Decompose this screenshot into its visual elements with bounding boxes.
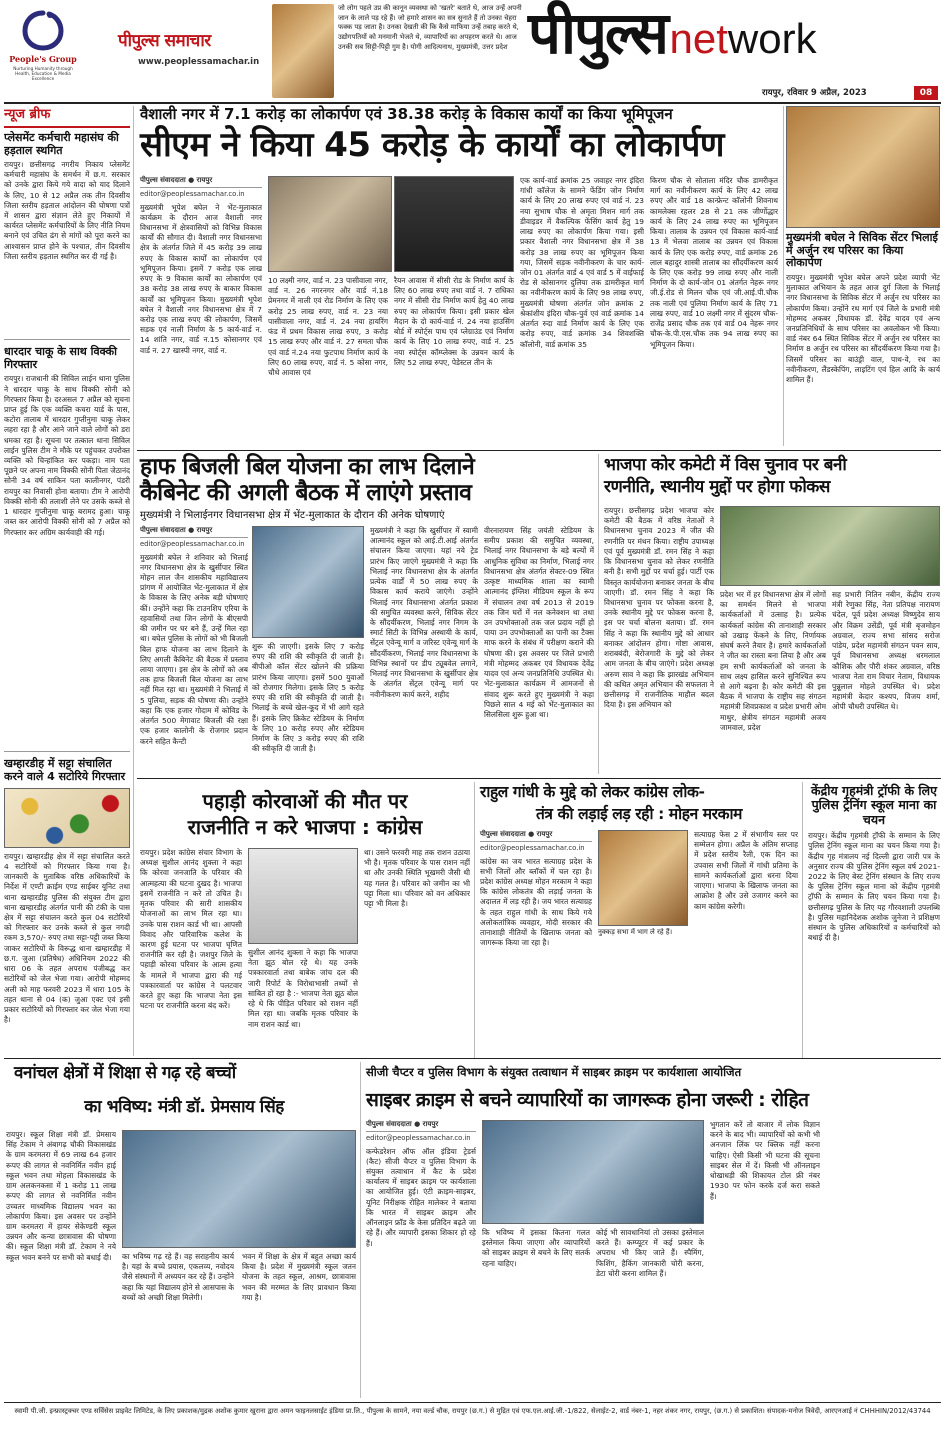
story3-body <box>604 506 940 774</box>
brief-body: रायपुर। खम्हारडीह क्षेत्र में सट्टा संचालित करते 4 सटोरियों को गिरफ्तार किया गया है। जानकारी के मुताबिक वरिष्ठ अधिकारियों के निर्देश में एण्टी क्राईम एण्ड साईबर यूनिट तथा थाना खम्हारडीह पुलिस की संयुक्त टीम द्वारा थाना खम्हारडीह अंतर्गत पानी की टंकी के पास क्षेत्र में सट्टा संचालन करते कुल 04 सटोरियों को गिरफ्तार कर उनके कब्जे से कुल नगदी रकम 3,570/- रुपए तथा सट्टा-पट्टी जब्त किया जाकर सटोरियों के विरूद्ध थाना खम्हारडीह में छ.ग. जुआ (प्रतिषेध) अधिनियम 2022 की धारा 06 के तहत अपराध पंजीबद्ध कर सटोरियों को जेल भेजा गया। आरोपी मोहम्मद अली को माह फरवरी 2023 में धारा 105 के तहत थाना से 04 (क) जुआ एक्ट एवं इसी प्रकार सटोरियों को गिरफ्तार कर जेल भेजा गया है। <box>4 851 130 1025</box>
quote-box <box>338 4 522 96</box>
brief-headline: खम्हारडीह में सट्टा संचालित करने वाले 4 सटोरिये गिरफ्तार <box>4 757 126 784</box>
section-rule-2 <box>137 778 941 779</box>
peoples-group-name: People's Group <box>9 54 77 64</box>
samachar-logo: पीपुल्स समाचार <box>118 31 211 51</box>
story2-byline: पीपुल्स संवाददाता ● रायपुर <box>140 526 248 538</box>
story7-email: editor@peoplessamachar.co.in <box>366 1134 471 1143</box>
story5-email: editor@peoplessamachar.co.in <box>480 844 585 853</box>
brief-divider <box>4 339 130 340</box>
section-rule-3 <box>137 1058 941 1059</box>
civic-headline: मुख्यमंत्री बघेल ने सिविक सेंटर भिलाई में अर्जुन रथ परिसर का किया लोकार्पण <box>786 231 938 270</box>
story2-divider <box>598 454 599 774</box>
dateline: रायपुर, रविवार 9 अप्रैल, 2023 <box>762 88 867 98</box>
story2-headline-line1: हाफ बिजली बिल योजना का लाभ दिलाने <box>140 454 475 480</box>
story6-col3-text: भवन में शिक्षा के क्षेत्र में बहुत अच्छा कार्य किया है। प्रदेश में मुख्यमंत्री स्कूल जतन योजना के तहत स्कूल, आश्रम, छात्रावास भवन की मरम्मत के लिए प्रावधान किया गया है। <box>242 1252 356 1302</box>
story6-body <box>6 1130 356 1398</box>
story7-kicker: सीजी चैप्टर व पुलिस विभाग के संयुक्त तत्वाधान में साइबर क्राइम पर कार्यशाला आयोजित <box>366 1065 742 1079</box>
brief-item <box>4 131 130 334</box>
story5-byline: पीपुल्स संवाददाता ● रायपुर <box>480 830 592 842</box>
story2-body <box>140 526 594 776</box>
story5-col2-text: सत्याग्रह फेस 2 में संभागीय स्तर पर सम्मेलन होगा। अप्रैल के अंतिम सप्ताह में प्रदेश स्तरीय रैली, एक दिन का उपवास सभी जिलों में गांधी प्रतिमा के सामने कार्यकर्ताओं द्वारा धरना दिया जाएगा। भाजपा के खिलाफ जनता का आक्रोश है और उसे उजागर करने का काम कांग्रेस करेगी। <box>694 830 798 911</box>
story7-col2-text: कि भविष्य में इसका कितना गलत इस्तेमाल किया जाएगा और व्यापारियों को साइबर क्राइम से बचने के लिए सतर्क रहना चाहिए। <box>482 1228 590 1268</box>
page-number: 08 <box>914 86 938 100</box>
network-logo <box>528 0 938 84</box>
network-logo-hindi: पीपुल्स <box>528 0 667 67</box>
brief-body: रायपुर। छत्तीसगढ़ नगरीय निकाय प्लेसमेंट कर्मचारी महासंघ के समर्थन में छ.ग. सरकार को उनके द्वारा किये गये वादा को याद दिलाने के लिए, 10 से 12 अप्रैल तक तीन दिवसीय जिला स्तरीय हड़ताल आंदोलन की घोषणा पत्रों में शासन द्वारा संज्ञान लेते हुए निकायों में कार्यरत प्लेसमेंट कर्मचारियों के लिए नीति नियम बनाने एवं उचित ढंग से मांगों को पूरा करने का आश्वासन प्राप्त होने के पश्चात, तीन दिवसीय जिला स्तरीय हड़ताल स्थगित कर दी गई है। <box>4 159 130 261</box>
story1-email: editor@peoplessamachar.co.in <box>140 190 245 199</box>
section-rule-3b <box>4 1058 137 1059</box>
story5-divider <box>802 782 803 1058</box>
story1-byline: पीपुल्स संवाददाता ● रायपुर <box>140 176 262 188</box>
story1-col4-text: एक कार्य-वार्ड क्रमांक 25 जवाहर नगर इंदिरा गांधी कॉलेज के सामने फेंडिंग जोन निर्माण कार्य के लिए 20 लाख रुपए एवं वार्ड नं. 23 नया सुभाष चौक से अमृता मिशन मार्ग तक डीवाइडर में वैकल्पिक फेंसिंग कार्य हेतु 19 लाख रुपए का लोकार्पण किया गया। इसी प्रकार वैशाली नगर विधानसभा क्षेत्र में 38 करोड़ 38 लाख रुपए का भूमिपूजन किया गया, जिसमें सड़क नवीनीकरण के चार कार्य-जोन 01 अंतर्गत वार्ड 4 एवं वार्ड 5 में वाईफाई रोड से कोसानगर दुलिया तक डामरीकृत मार्ग का नवीनीकरण कार्य के लिए 98 लाख रुपए, मुख्यमंत्री घोषणा अंतर्गत जोन क्रमांक 2 श्रेकांशीय इंदिरा चौक-पुर्व एवं वार्ड क्रमांक 14 अंतर्गत रुदा वार्ड निर्माण कार्य के लिए एक करोड़ रुपए, वार्ड क्रमांक 34 शिवशक्ति कॉलोनी, वार्ड क्रमांक 35 <box>520 176 644 349</box>
story5-headline-line2: तंत्र की लड़ाई लड़ रही : मोहन मरकाम <box>535 805 742 823</box>
story2-col4-text: वीरनारायण सिंह जयंती स्टेडियम के समीप प्रकाश की समुचित व्यवस्था, भिलाई नगर विधानसभा के बड़े बल्यों में आधुनिक सुविधा का निर्माण, भिलाई नगर विधानसभा क्षेत्र अंतर्गत सेक्टर-09 स्थित उत्कृष्ट माध्यमिक शाला का स्वामी आत्मानंद इंग्लिश मीडियम स्कूल के रूप में संचालन तथा वर्ष 2013 से 2019 तक जिन घरों में नल कनेक्शन था तथा उन उपभोक्ताओं तक जल प्रदाय नहीं हो पाया उन उपभोक्ताओं का पानी का टैक्स माफ करने के संबंध में परीक्षण कराने की घोषणा की। इस अवसर पर जिले प्रभारी मंत्री मोहम्मद अकबर एवं विधायक देवेंद्र यादव एवं अन्य जनप्रतिनिधि उपस्थित थे। भेंट-मुलाकात कार्यक्रम में आमजनों से संवाद शुरू करते हुए मुख्यमंत्री ने कहा पिछले साल 4 मई को भेंट-मुलाकात का सिलसिला शुरू हुआ था। <box>484 526 594 719</box>
story1-body <box>140 176 780 446</box>
story6-headline-line2: का भविष्य: मंत्री डॉ. प्रेमसाय सिंह <box>84 1097 284 1117</box>
story7-col3-text: कोई भी सावधानियां तो उसका इस्तेमाल करते हैं। कम्प्यूटर में कई प्रकार के अपराध भी किए जाते हैं। स्पैमिंग, फिशिंग, हैकिंग जानकारी चोरी करना, डेटा चोरी करना शामिल हैं। <box>596 1228 704 1278</box>
story3-photo-core-committee <box>720 506 940 586</box>
story5-photo-mohan-markam <box>598 830 688 926</box>
story1-col1-text: मुख्यमंत्री भूपेश बघेल ने भेंट-मुलाकात कार्यक्रम के दौरान आज वैशाली नगर विधानसभा में क्षेत्रवासियों को विभिन्न विकास कार्यों की सौगात दी। वैशाली नगर विधानसभा क्षेत्र के अंतर्गत जिले में 45 करोड़ 39 लाख रुपए के विकास कार्यों का लोकार्पण एवं भूमिपूजन किया। इसमें 7 करोड़ एक लाख रुपए के 9 विकास कार्यों का लोकार्पण एवं 38 करोड़ 38 लाख रुपए के बाकार विकास कार्यों का भूमिपूजन किया। मुख्यमंत्री भूपेश बघेल ने वैशाली नगर विधानसभा क्षेत्र में 7 करोड़ एक लाख रुपए की लोकार्पण, जिसमें सड़क एवं नाली निर्माण के 5 कार्य-वार्ड न. 14 शांति नगर, वार्ड न.15 कोसानगर एवं वार्ड न. 27 खास्पी नगर, वार्ड न. <box>140 202 262 355</box>
story4-body <box>140 848 470 1056</box>
story2-subhead: मुख्यमंत्री ने भिलाईनगर विधानसभा क्षेत्र में भेंट-मुलाकात के दौरान की अनेक घोषणाएं <box>140 510 445 521</box>
story1-kicker: वैशाली नगर में 7.1 करोड़ का लोकार्पण एवं 38.38 करोड़ के विकास कार्यों का किया भूमिपूजन <box>140 105 673 123</box>
story3-col2-text: प्रदेश भर में हर विधानसभा क्षेत्र में लोगों का समर्थन मिलने से भाजपा कार्यकर्ताओं में उत्साह है। प्रत्येक कार्यकर्ता कांग्रेस की तानाशाही सरकार को उखाड़ फेंकने के लिए, निर्णायक संघर्ष करने तैयार है। हमारे कार्यकर्ताओं ने जीत का रास्ता बना लिया है और अब हम सभी कार्यकर्ताओं को जनता के साथ लक्ष्य हासिल करने सुनिश्चित रूप से आगे बढ़ना है। कोर कमेटी की इस बैठक में भाजपा के राष्ट्रीय सह संगठन महामंत्री शिवप्रकाश व प्रदेश प्रभारी ओम माथुर, क्षेत्रीय संगठन महामंत्री अजय जामवाल, प्रदेश <box>720 590 826 732</box>
quote-portrait <box>272 4 334 98</box>
story2-headline-line2: कैबिनेट की अगली बैठक में लाएंगे प्रस्ताव <box>140 480 472 506</box>
story7-headline: साइबर क्राइम से बचने व्यापारियों का जागरूक होना जरूरी : रोहित <box>366 1089 809 1111</box>
story3-headline-line1: भाजपा कोर कमेटी में विस चुनाव पर बनी <box>604 455 847 475</box>
story5-col1-text: कांग्रेस का जय भारत सत्याग्रह प्रदेश के सभी जिलों और ब्लॉकों में चल रहा है। प्रदेश कांग्रेस अध्यक्ष मोहन मरकाम ने कहा कि कांग्रेस लोकतंत्र की लड़ाई जनता के अदालत में लड़ रही है। जय भारत सत्याग्रह के तहत राहुल गांधी के साथ किये गये अलोकतांत्रिक व्यवहार, मोदी सरकार की तानाशाही नीतियों के खिलाफ जनता को जागरूक किया जा रहा है। <box>480 856 592 948</box>
story4-col2-text: सुशील आनंद शुक्ला ने कहा कि भाजपा नेता झूठ बोल रहे थे। यह उनके पत्रकारवार्ता तथा बाबेक जांच दल की जारी रिपोर्ट के विरोधाभासी तथ्यों से साबित हो रहा है :- भाजपा नेता झूठ बोल रहे थे कि पीड़ित परिवार को राशन नहीं मिल रहा था। जबकि मृतक परिवार के नाम राशन कार्ड था। <box>248 948 358 1029</box>
story1-col5-text: किरण चौक से सोताला मंदिर चौक डामरीकृत मार्ग का नवीनीकरण कार्य के लिए 42 लाख रुपए और वार्ड 18 कान्फ्रेन्ट कॉलोनी शिवनाथ कामलेक्स रहलर 28 से 21 तक जीर्णोद्धार कार्य के लिए 24 लाख रुपए का भूमिपूजन किया। तालाब के उन्नयन एवं विकास कार्य-वार्ड 13 में भेलवा तालाब का उन्नयन एवं विकास कार्य के लिए एक करोड़ रुपए, वार्ड क्रमांक 26 लाल बहादुर शास्त्री तालाब का सौंदर्यीकरण कार्य के लिए एक करोड़ 99 लाख रुपए और नाली निर्माण के दो कार्य-जोन 01 अंतर्गत नेहरू नगर जी.ई.रोड से मिलन चौक एवं जी.आई.पी.चौक तक नाली एवं पुलिया निर्माण कार्य के लिए 71 लाख रुपए, वार्ड 10 लक्ष्मी नगर में सुंदरम चौक-राजेंद्र प्रसाद चौक तक एवं वार्ड 04 नेहरू नगर चौक-के.पी.एस.चौक तक 94 लाख रुपए का भूमिपूजन किया। <box>650 176 778 349</box>
network-logo-net: net <box>669 15 728 62</box>
story5-col1 <box>480 830 592 1053</box>
story7-col1-text: कन्फेडरेशन ऑफ ऑल इंडिया ट्रेडर्स (कैट) सीजी चैप्टर व पुलिस विभाग के संयुक्त तत्वाधान में कैट के प्रदेश कार्यालय में साइबर क्राइम पर कार्यशाला का आयोजित हुई। एंटी क्राइम-साइबर, यूनिट निरीक्षक रोहित मालेकर ने बताया कि भारत में साइबर क्राइम और ऑनलाइन फ्रॉड के केस प्रतिदिन बढ़ते जा रहे हैं। और व्यापारी इसका शिकार हो रहे हैं। <box>366 1146 476 1248</box>
story1-col1 <box>140 176 262 443</box>
brief-headline: प्लेसमेंट कर्मचारी महासंघ की हड़ताल स्थगित <box>4 130 119 157</box>
story7-body <box>366 1120 938 1398</box>
story5-body <box>480 830 798 1056</box>
story2-col2-text: शुरू की जाएगी। इसके लिए 7 करोड़ रुपए की राशि की स्वीकृति दी जाती है। बीपीओ कॉल सेंटर खोलने की प्रक्रिया प्रारंभ किया जाएगा। इसमें 500 युवाओं को रोजगार मिलेगा। इसके लिए 5 करोड़ रुपए की राशि की स्वीकृति दी जाती है। भिलाई के बच्चे खेल-कूद में भी आगे रहते हैं। इसके लिए क्रिकेट स्टेडियम के निर्माण के लिए 10 करोड़ रुपए और स्टेडियम निर्माण के लिए 3 करोड़ रुपए की राशि की स्वीकृति दी जाती है। <box>252 642 364 754</box>
story2-col3-text: मुख्यमंत्री ने कहा कि खुर्सीपार में स्वामी आत्मानंद स्कूल को आई.टी.आई अंतर्गत संचालन किया जाएगा। यहां नये ट्रेड प्रारंभ किए जाएंगे मुख्यमंत्री ने कहा कि भिलाई नगर विधानसभा क्षेत्र के अंतर्गत प्रत्येक वार्डों में 50 लाख रुपए के विकास कार्य कराये जाएंगे। उन्होंने भिलाई नगर विधानसभा अंतर्गत प्रकाश की समुचित व्यवस्था करने, सिविक सेंटर के सौंदर्यीकरण, भिलाई नगर निगम के स्मार्ट सिटी के विभिन्न अस्थायी के कार्य, सेंट्रल एवेन्यू मार्ग व जरिस्ट एवेन्यू मार्ग के सौंदर्यीकरण, भिलाई नगर विधानसभा के विभिन्न स्थानों पर डीप ट्यूबवेल लगाने, भिलाई नगर विधानसभा के खुर्सीपार क्षेत्र के अंतर्गत सेंट्रल एवेन्यू मार्ग पर नवीनीकरण कार्य करने, शहीद <box>370 526 478 699</box>
masthead-rule <box>4 102 941 104</box>
story1-photo-plaque <box>394 176 514 272</box>
civic-body: रायपुर। मुख्यमंत्री भूपेश बघेल अपने प्रदेश व्यापी भेंट मुलाकात अभियान के तहत आज दुर्ग जिला के भिलाई नगर विधानसभा के सिविक सेंटर में अर्जुन रथ परिसर का लोकार्पण किया। उन्होंने रथ मार्ग एवं जिले के प्रभारी मंत्री मोहम्मद अकबर ,विधायक डॉ. देवेंद्र यादव एवं अन्य जनप्रतिनिधियों के साथ परिसर का अवलोकन भी किया। वार्ड नंबर 64 स्थित सिविक सेंटर में अर्जुन रथ परिसर का निर्माण 8 अर्जुन रथ परिसर का सौंदर्यीकरण किया गया है। जिसमें परिसर का बाउंड्री वाल, पाथ-वे, रथ का नवीनीकरण, लैंडस्केपिंग, लाइटिंग एवं हिल आदि के कार्य शामिल हैं। <box>786 272 940 385</box>
story3-headline-line2: रणनीति, स्थानीय मुद्दों पर होगा फोकस <box>604 477 830 497</box>
story5-photo-caption: नुक्कड़ सभा में भाग ले रहे हैं। <box>598 928 673 936</box>
civic-photo-arjun-rath <box>786 106 940 228</box>
story1-col2-text: 10 लक्ष्मी नगर, वार्ड न. 23 पासीवाला नगर, वार्ड न. 26 नगरनगर और वार्ड नं.18 प्रेमनगर में नाली एवं रोड निर्माण के लिए एक करोड़ 25 लाख रुपए, वार्ड न. 23 नया पासीवाला नगर, वार्ड नं. 24 नया हायरिंग फंड में प्रथम विकास लाख रुपए, 3 करोड़ 15 लाख रुपए और वार्ड नं. 27 समता चौक एवं वार्ड नं.24 नया फुटपाथ निर्माण कार्य के लिए 60 लाख रुपए, वार्ड नं. 5 कोसा नगर, चौथे आवास एवं <box>268 276 388 377</box>
brief-divider <box>4 751 130 752</box>
story1-photo-cm-inauguration <box>268 176 392 272</box>
peoples-group-tagline: Nurturing Humanity through Health, Education & Media Excellence <box>13 65 73 82</box>
story6-col1-text: रायपुर। स्कूल शिक्षा मंत्री डॉ. प्रेमसाय सिंह टेकाम ने अंबागढ़ चौकी विकासखंड के ग्राम करमतरा में 69 लाख 64 हजार रूपए की लागत से नवनिर्मित नवीन हाई स्कूल भवन तथा मोहला विकासखंड के ग्राम अलकनकसा में 1 करोड़ 11 लाख रूपए की लागत से नवनिर्मित नवीन उच्चतर माध्यमिक विद्यालय भवन का लोकार्पण किया। इस अवसर पर उन्होंने ग्राम करमतरा में हायर सेकेण्डरी स्कूल उन्नयन और कन्या छात्रावास की घोषणा की। स्कूल शिक्षा मंत्री डॉ. टेकाम ने नये स्कूल भवन बनने पर सभी को बधाई दी। <box>6 1130 116 1262</box>
footer-rule <box>4 1402 941 1403</box>
story-civic <box>786 106 940 446</box>
quote-text: जो लोग पहले उप्र की कानून व्यवस्था को 'खतरे' बताते थे, आज उन्हें अपनी जान के लाले पड़ रहे हैं। जो हमारे शासन का सत्र सुनाते हैं तो उनका चेहरा फक्क पड़ जाता है। उनका देखती की कि कैसे माफिया उन्हें तबाह करते थे, उद्योगपतियों को मनमानी भेजते थे, व्यापारियों का अपहरण करते थे। आज उनकी सब सिट्टी-पिट्टी गुम है। योगी आदित्यनाथ, मुख्यमंत्री, उत्तर प्रदेश <box>338 4 522 51</box>
story6-headline-line1: वनांचल क्षेत्रों में शिक्षा से गढ़ रहे बच्चों <box>14 1063 236 1083</box>
network-logo-work: work <box>727 15 817 62</box>
story-trophy <box>808 784 940 1056</box>
story1-col3-text: रैयन आवास में सीसी रोड के निर्माण कार्य के लिए 60 लाख रुपए तथा वार्ड नं. 7 राधिका नगर में सीसी रोड निर्माण कार्य हेतु 40 लाख रुपए का लोकार्पण किया। इसी प्रकार खेल मैदान के दो कार्य-वार्ड नं. 24 नया हाउसिंग बोर्ड में स्पोर्ट्स पाथ एवं प्लेग्राउंड एवं निर्माण कार्य के लिए 10 लाख रुपए, वार्ड नं. 25 नया स्पोर्ट्स कॉम्प्लेक्स के उन्नयन कार्य के लिए 52 लाख रुपए, पेडेस्टल तीन के <box>394 276 514 367</box>
peoples-group-logo-icon <box>21 10 65 52</box>
story3-col3-text: सह प्रभारी नितिन नबीन, केंद्रीय राज्य मंत्री रेणुका सिंह, नेता प्रतिपक्ष नारायण चंदेल, पूर्व प्रदेश अध्यक्ष विष्णुदेव साय और विक्रम उसेंडी, पूर्व मंत्री बृजमोहन अग्रवाल, राज्य सभा सांसद सरोज पांडेय, प्रदेश महामंत्री संगठन पवन साय, पूर्व विधानसभा अध्यक्ष धरमलाल कौशिक और पौरी शंकर अग्रवाल, वरिष्ठ भाजपा नेता राम विचार नेताम, विधायक पुन्नूलाल मोहले उपस्थित थे। प्रदेश महामंत्री केदार कश्यप, विजय शर्मा, ओपी चौधरी उपस्थित थे। <box>832 590 940 712</box>
story4-col1-text: रायपुर। प्रदेश कांग्रेस संचार विभाग के अध्यक्ष सुशील आनंद शुक्ला ने कहा कि कोरवा जनजाति के परिवार की आत्महत्या की घटना दुखद है। भाजपा इसमें राजनीति न करे तो उचित है। मृतक परिवार की सारी शासकीय योजनाओं का लाभ मिल रहा था। उनके पास राशन कार्ड भी था। आपसी विवाद और पारिवारिक कलेश के कारण हुई घटना पर भाजपा घृणित राजनीति कर रही है। जशपुर जिले के पहाड़ी कोरवा परिवार के आत्म हत्या के मामले में भाजपा द्वारा की गई पत्रकारवार्ता पर कांग्रेस ने पलटवार करते हुए कहा कि भाजपा नेता इस घटना पर राजनीति करना बंद करें। <box>140 848 242 1011</box>
story7-col1 <box>366 1120 476 1395</box>
story7-col4-text: भुगतान करें तो बाजार में लोक विज्ञान करने के बाद भी। व्यापारियों को कभी भी अनजान लिंक पर क्लिक नहीं करना चाहिए। ऐसी किसी भी घटना की सूचना साइबर सेल में दें। किसी भी ऑनलाइन धोखाधड़ी की शिकायत टोल फ्री नंबर 1930 पर फोन करके दर्ज करा सकते हैं। <box>710 1120 820 1201</box>
story2-col1-text: मुख्यमंत्री बघेल ने शनिवार को भिलाई नगर विधानसभा क्षेत्र के खुर्सीपार स्थित मोहन लाल जैन शासकीय महाविद्यालय प्रांगण में आयोजित भेंट-मुलाकात में क्षेत्र के विकास के लिए अनेक बड़ी घोषणाएं कीं। उन्होंने कहा कि टाउनशिप एरिया के रहवासियों तथा जिन लोगों के बीएसपी की जमीन पर घर बने हैं, उन्हें मिल रहा था। बघेल पुलिस के लोगों को भी बिजली बिल हाफ योजना का लाभ दिलाने के लिए अगली कैबिनेट की बैठक में प्रस्ताव लाया जाएगा। इस क्षेत्र के लोगों को अब तक हाफ बिजली बिल योजना का लाभ नहीं मिल रहा था। मुख्यमंत्री ने भिलाई में 5 पुलिया, सड़क की घोषणा की। उन्होंने कहा कि एक हजार गोदाम में कोविड के अंतर्गत 500 मेगावाट बिजली की रक्षा एक हजार कालोनी के रोजगार प्रदान करने सहित कैन्टी <box>140 552 248 746</box>
story7-byline: पीपुल्स संवाददाता ● रायपुर <box>366 1120 476 1132</box>
story4-headline-line2: राजनीति न करे भाजपा : कांग्रेस <box>187 815 423 839</box>
story7-photo-workshop <box>482 1120 704 1224</box>
story4-photo-portrait <box>248 848 358 944</box>
brief-headline: धारदार चाकू के साथ विक्की गिरफ्तार <box>4 344 117 372</box>
civic-divider <box>783 106 784 446</box>
story2-col1 <box>140 526 248 775</box>
story3-col1-text: रायपुर। छत्तीसगढ़ प्रदेश भाजपा कोर कमेटी की बैठक में वरिष्ठ नेताओं ने विधानसभा चुनाव 2023 में जीत की रणनीति पर मंथन किया। राष्ट्रीय उपाध्यक्ष एवं पूर्व मुख्यमंत्री डॉ. रमन सिंह ने कहा कि विधानसभा चुनाव को लेकर रणनीति बनी है। सभी मुद्दों पर चर्चा हुई। पार्टी एक विस्तृत कार्ययोजना बनाकर जनता के बीच जाएगी। डॉ. रमन सिंह ने कहा कि विधानसभा चुनाव पर फोकस करना है, उनके स्थानीय मुद्दे पर फोकस करना है, इस पर चर्चा बोलना बताया। डॉ. रमन सिंह ने कहा कि स्थानीय मुद्दे को आधार बनाकर आंदोलन होगा। गोष्टा आवास, शराबबंदी, बेरोजगारी के मुद्दे को लेकर आम जनता के बीच जाएंगे। प्रदेश अध्यक्ष अरुण साव ने कहा कि झारखंड अभियान की कथित अमृत अभियान की सफलता ने छत्तीसगढ़ में राजनीतिक माहौल बदल दिया है। इस अभियान को <box>604 506 714 710</box>
section-rule-1 <box>137 450 941 451</box>
story6-photo-school-event <box>122 1130 356 1248</box>
story1-headline: सीएम ने किया 45 करोड़ के कार्यों का लोकार्पण <box>140 125 724 165</box>
trophy-body: रायपुर। केंद्रीय गृहमंत्री ट्रॉफी के सम्मान के लिए पुलिस ट्रेनिंग स्कूल माना का चयन किया गया है। केंद्रीय गृह मंत्रालय नई दिल्ली द्वारा जारी पत्र के अनुसार राज्य की पुलिस ट्रेनिंग स्कूल वर्ष 2021-2022 के लिए बेस्ट ट्रेनिंग संस्थान के लिए राज्य के पुलिस ट्रेनिंग स्कूल माना को केंद्रीय गृहमंत्री ट्रॉफी के सम्मान के लिए चयन किया गया है। छत्तीसगढ़ पुलिस के लिए यह गौरवशाली उपलब्धि है। पुलिस महानिदेशक अशोक जुनेजा ने प्रशिक्षण संस्थान के पुलिस अधिकारियों व कर्मचारियों को बधाई दी है। <box>808 831 940 943</box>
trophy-headline: केंद्रीय गृहमंत्री ट्रॉफी के लिए पुलिस ट्रेनिंग स्कूल माना का चयन <box>810 783 938 827</box>
news-brief-label: न्यूज ब्रीफ <box>4 106 130 128</box>
story4-headline-line1: पहाड़ी कोरवाओं की मौत पर <box>202 789 408 813</box>
story4-col3-text: था। उसने फरवरी माह तक राशन उठाया भी है। मृतक परिवार के पास राशन नहीं था और उनकी स्थिति भूखमरी जैसी थी यह गलत है। परिवार को जमीन का भी पट्टा मिला था। परिवार को वन अधिकार पट्टा भी मिला है। <box>364 848 470 909</box>
story4-divider <box>474 782 475 1058</box>
brief-photo-lottery <box>4 788 130 848</box>
story2-email: editor@peoplessamachar.co.in <box>140 540 245 549</box>
sidebar-divider <box>133 106 134 1056</box>
story6-col2-text: का भविष्य गढ़ रहे हैं। वह सराहनीय कार्य है। यहां के बच्चे प्रयास, एकलव्य, नवोदय जैसे संस्थानों में अध्ययन कर रहे हैं। उन्होंने कहा कि यहां विद्यालय होने से आसपास के बच्चों को अच्छी शिक्षा मिलेगी। <box>122 1252 234 1302</box>
masthead <box>0 0 945 103</box>
brief-body: रायपुर। राजधानी की सिविल लाईन थाना पुलिस ने धारदार चाकू के साथ विक्की सोनी को गिरफ्तार किया है। दरअसल 7 अप्रैल को सूचना प्राप्त हुई कि एक व्यक्ति कचरा यार्ड के पास, कटोरा तालाब में धारदार गुप्तीनुमा चाकू लेकर लहरा रहा है और आने जाने वाले लोगों को डरा धमका रहा है। सूचना पर तत्काल थाना सिविल लाईन पुलिस टीम ने मौके पर पहुंचकर उपरोक्त व्यक्ति को चिन्हांकित कर पकड़ा। नाम पता पूछने पर अपना नाम विक्की सोनी पिता जेठानंद सोनी 34 वर्ष साकिन पता कालीनगर, पंडरी रायपुर का निवासी होना बताया। टीम ने आरोपी विक्की सोनी की तलाशी लेने पर उसके कब्जे से 1 धारदार गुप्तीनुमा चाकू बरामद हुआ। चाकू जब्त कर आरोपी विक्की सोनी को 7 अप्रैल को गिरफ्तार कर अग्रिम कार्यवाही की गई। <box>4 374 130 537</box>
story6-divider <box>360 1062 361 1398</box>
story2-photo-cm-speaking <box>252 526 364 638</box>
brief-item <box>4 345 130 746</box>
story5-headline-line1: राहुल गांधी के मुद्दे को लेकर कांग्रेस लोक- <box>480 783 705 801</box>
footer-imprint: स्वामी पी.जी. इन्फ्रास्ट्रक्चर एण्ड सर्विसेस प्राइवेट लिमिटेड, के लिए प्रकाशक/मुद्रक अशोक कुमार खुराना द्वारा अमन फाइनलसाईट इंडिया प्रा.लि., पीपुल्स के सामने, नया वर्ल्ड चौक, रायपुर (छ.ग.) से मुद्रित एवं एफ.एल.आई.जी.-1/822, सेलाईट-2, वार्ड नंबर-1, नहर शंकर नगर, रायपुर, (छ.ग.) से प्रकाशित। संपादक-मनोज त्रिवेदी, आरएनआई नं CHHHIN/2012/43744 <box>14 1407 931 1415</box>
peoples-group-logo <box>8 10 78 90</box>
website: www.peoplessamachar.in <box>138 57 260 67</box>
